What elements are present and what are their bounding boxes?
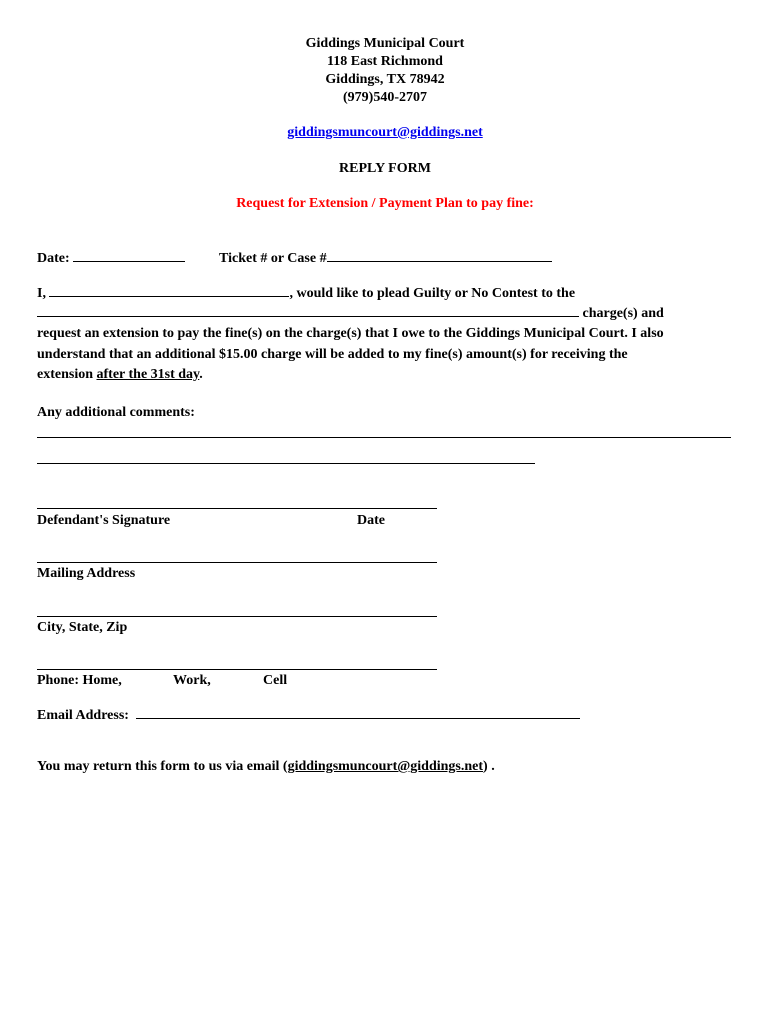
plea-line-4: understand that an additional $15.00 charge will be added to my fine(s) amount(s) for receiving the	[37, 347, 628, 362]
plea-line-3: request an extension to pay the fine(s) on the charge(s) that I owe to the Giddings Municipal Court. I also	[37, 326, 664, 341]
ticket-field[interactable]	[327, 249, 552, 262]
city-line[interactable]	[37, 616, 437, 617]
signature-date-label: Date	[357, 513, 385, 528]
email-field[interactable]	[136, 706, 580, 719]
mailing-address-line[interactable]	[37, 562, 437, 563]
court-street: 118 East Richmond	[327, 54, 443, 69]
plea-lead: I,	[37, 286, 46, 301]
mailing-label: Mailing Address	[37, 566, 136, 581]
comments-line-2[interactable]	[37, 463, 535, 464]
form-subtitle: Request for Extension / Payment Plan to pay fine:	[236, 196, 534, 211]
phone-line[interactable]	[37, 669, 437, 670]
court-name: Giddings Municipal Court	[305, 36, 465, 51]
comments-line-1[interactable]	[37, 437, 731, 438]
plea-deadline: after the 31st day	[96, 367, 200, 382]
court-email-link[interactable]: giddingsmuncourt@giddings.net	[287, 125, 483, 140]
court-city: Giddings, TX 78942	[325, 72, 445, 87]
plea-line-5-suffix: .	[199, 367, 203, 382]
plea-middle: , would like to plead Guilty or No Contest to the	[289, 286, 576, 301]
return-note-suffix: ) .	[483, 759, 495, 774]
email-label: Email Address:	[37, 708, 129, 723]
date-field[interactable]	[73, 249, 185, 262]
phone-home-label: Phone: Home,	[37, 673, 122, 688]
return-note-email[interactable]: giddingsmuncourt@giddings.net	[287, 759, 484, 774]
court-phone: (979)540-2707	[343, 90, 427, 105]
phone-cell-label: Cell	[263, 673, 288, 688]
charges-suffix: charge(s) and	[582, 306, 664, 321]
charges-field[interactable]	[37, 304, 579, 317]
name-field[interactable]	[49, 284, 289, 297]
date-label: Date:	[37, 251, 70, 266]
signature-label: Defendant's Signature	[37, 513, 171, 528]
comments-label: Any additional comments:	[37, 405, 195, 420]
ticket-label: Ticket # or Case #	[219, 251, 327, 266]
form-title: REPLY FORM	[339, 161, 431, 176]
city-label: City, State, Zip	[37, 620, 128, 635]
signature-line[interactable]	[37, 508, 437, 509]
phone-work-label: Work,	[173, 673, 211, 688]
plea-line-5-prefix: extension	[37, 367, 93, 382]
return-note-prefix: You may return this form to us via email (	[37, 759, 288, 774]
